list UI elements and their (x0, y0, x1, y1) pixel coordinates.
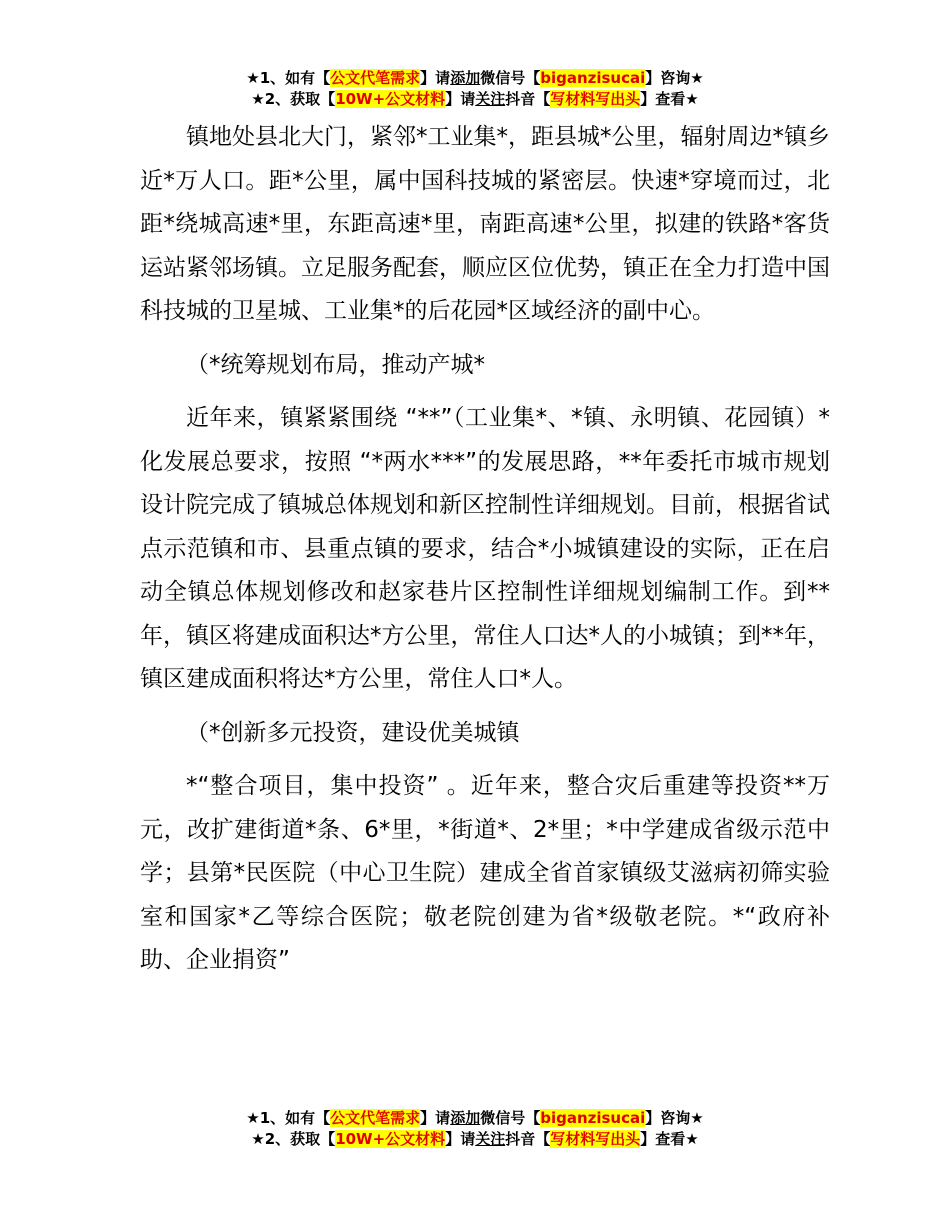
banner-text: ★1、如有【 (246, 69, 331, 87)
banner-text: 】请 (420, 1109, 451, 1127)
banner-text: 抖音【 (505, 1130, 551, 1148)
banner-text: ★1、如有【 (246, 1109, 331, 1127)
wechat-id-highlight: biganzisucai (540, 69, 646, 87)
banner-text: 】查看★ (640, 1130, 699, 1148)
underlined-text: 关注 (475, 90, 506, 108)
underlined-text: 添加 (450, 1109, 481, 1127)
banner-text: 】请 (445, 90, 476, 108)
highlight-text: 公文代笔需求 (330, 1109, 421, 1127)
highlight-text: 公文代笔需求 (330, 69, 421, 87)
banner-text: 】咨询★ (645, 69, 704, 87)
underlined-text: 关注 (475, 1130, 506, 1148)
douyin-id-highlight: 写材料写出头 (550, 90, 641, 108)
banner-text: 】咨询★ (645, 1109, 704, 1127)
footer-banner (0, 1108, 950, 1150)
banner-line-2 (0, 89, 950, 110)
banner-text: ★2、获取【 (251, 90, 336, 108)
banner-line-1 (0, 68, 950, 89)
banner-text: ★2、获取【 (251, 1130, 336, 1148)
paragraph-2: 近年来，镇紧紧围绕 “**”（工业集*、*镇、永明镇、花园镇）*化发展总要求，按照 “*两水***”的发展思路，**年委托市城市规划设计院完成了镇城总体规划和新区控制性详细规划。目前，根据省试点示范镇和市、县重点镇的要求，结合*小城镇建设的实际，正在启动全镇总体规划修改和赵家巷片区控制性详细规划编制工作。到**年，镇区将建成面积达*方公里，常住人口达*人的小城镇；到**年，镇区建成面积将达*方公里，常住人口*人。 (140, 405, 830, 692)
header-banner (0, 68, 950, 110)
banner-line-1 (0, 1108, 950, 1129)
banner-text: 微信号【 (480, 1109, 541, 1127)
banner-text: 抖音【 (505, 90, 551, 108)
underlined-text: 添加 (450, 69, 481, 87)
banner-text: 】请 (445, 1130, 476, 1148)
banner-line-2 (0, 1129, 950, 1150)
highlight-text: 10W+公文材料 (335, 1130, 446, 1148)
section-heading-2: （*创新多元投资，建设优美城镇 (186, 719, 520, 746)
paragraph-3: *“整合项目，集中投资” 。近年来，整合灾后重建等投资**万元，改扩建街道*条、6*里，*街道*、2*里；*中学建成省级示范中学；县第*民医院（中心卫生院）建成全省首家镇级艾滋病初筛实验室和国家*乙等综合医院；敬老院创建为省*级敬老院。*“政府补助、企业捐资” (140, 773, 830, 973)
document-body (140, 116, 830, 983)
banner-text: 】请 (420, 69, 451, 87)
banner-text: 微信号【 (480, 69, 541, 87)
wechat-id-highlight: biganzisucai (540, 1109, 646, 1127)
douyin-id-highlight: 写材料写出头 (550, 1130, 641, 1148)
highlight-text: 10W+公文材料 (335, 90, 446, 108)
section-heading-1: （*统筹规划布局，推动产城* (186, 351, 485, 378)
banner-text: 】查看★ (640, 90, 699, 108)
paragraph-1: 镇地处县北大门，紧邻*工业集*，距县城*公里，辐射周边*镇乡近*万人口。距*公里，属中国科技城的紧密层。快速*穿境而过，北距*绕城高速*里，东距高速*里，南距高速*公里，拟建的铁路*客货运站紧邻场镇。立足服务配套，顺应区位优势，镇正在全力打造中国科技城的卫星城、工业集*的后花园*区域经济的副中心。 (140, 124, 830, 324)
